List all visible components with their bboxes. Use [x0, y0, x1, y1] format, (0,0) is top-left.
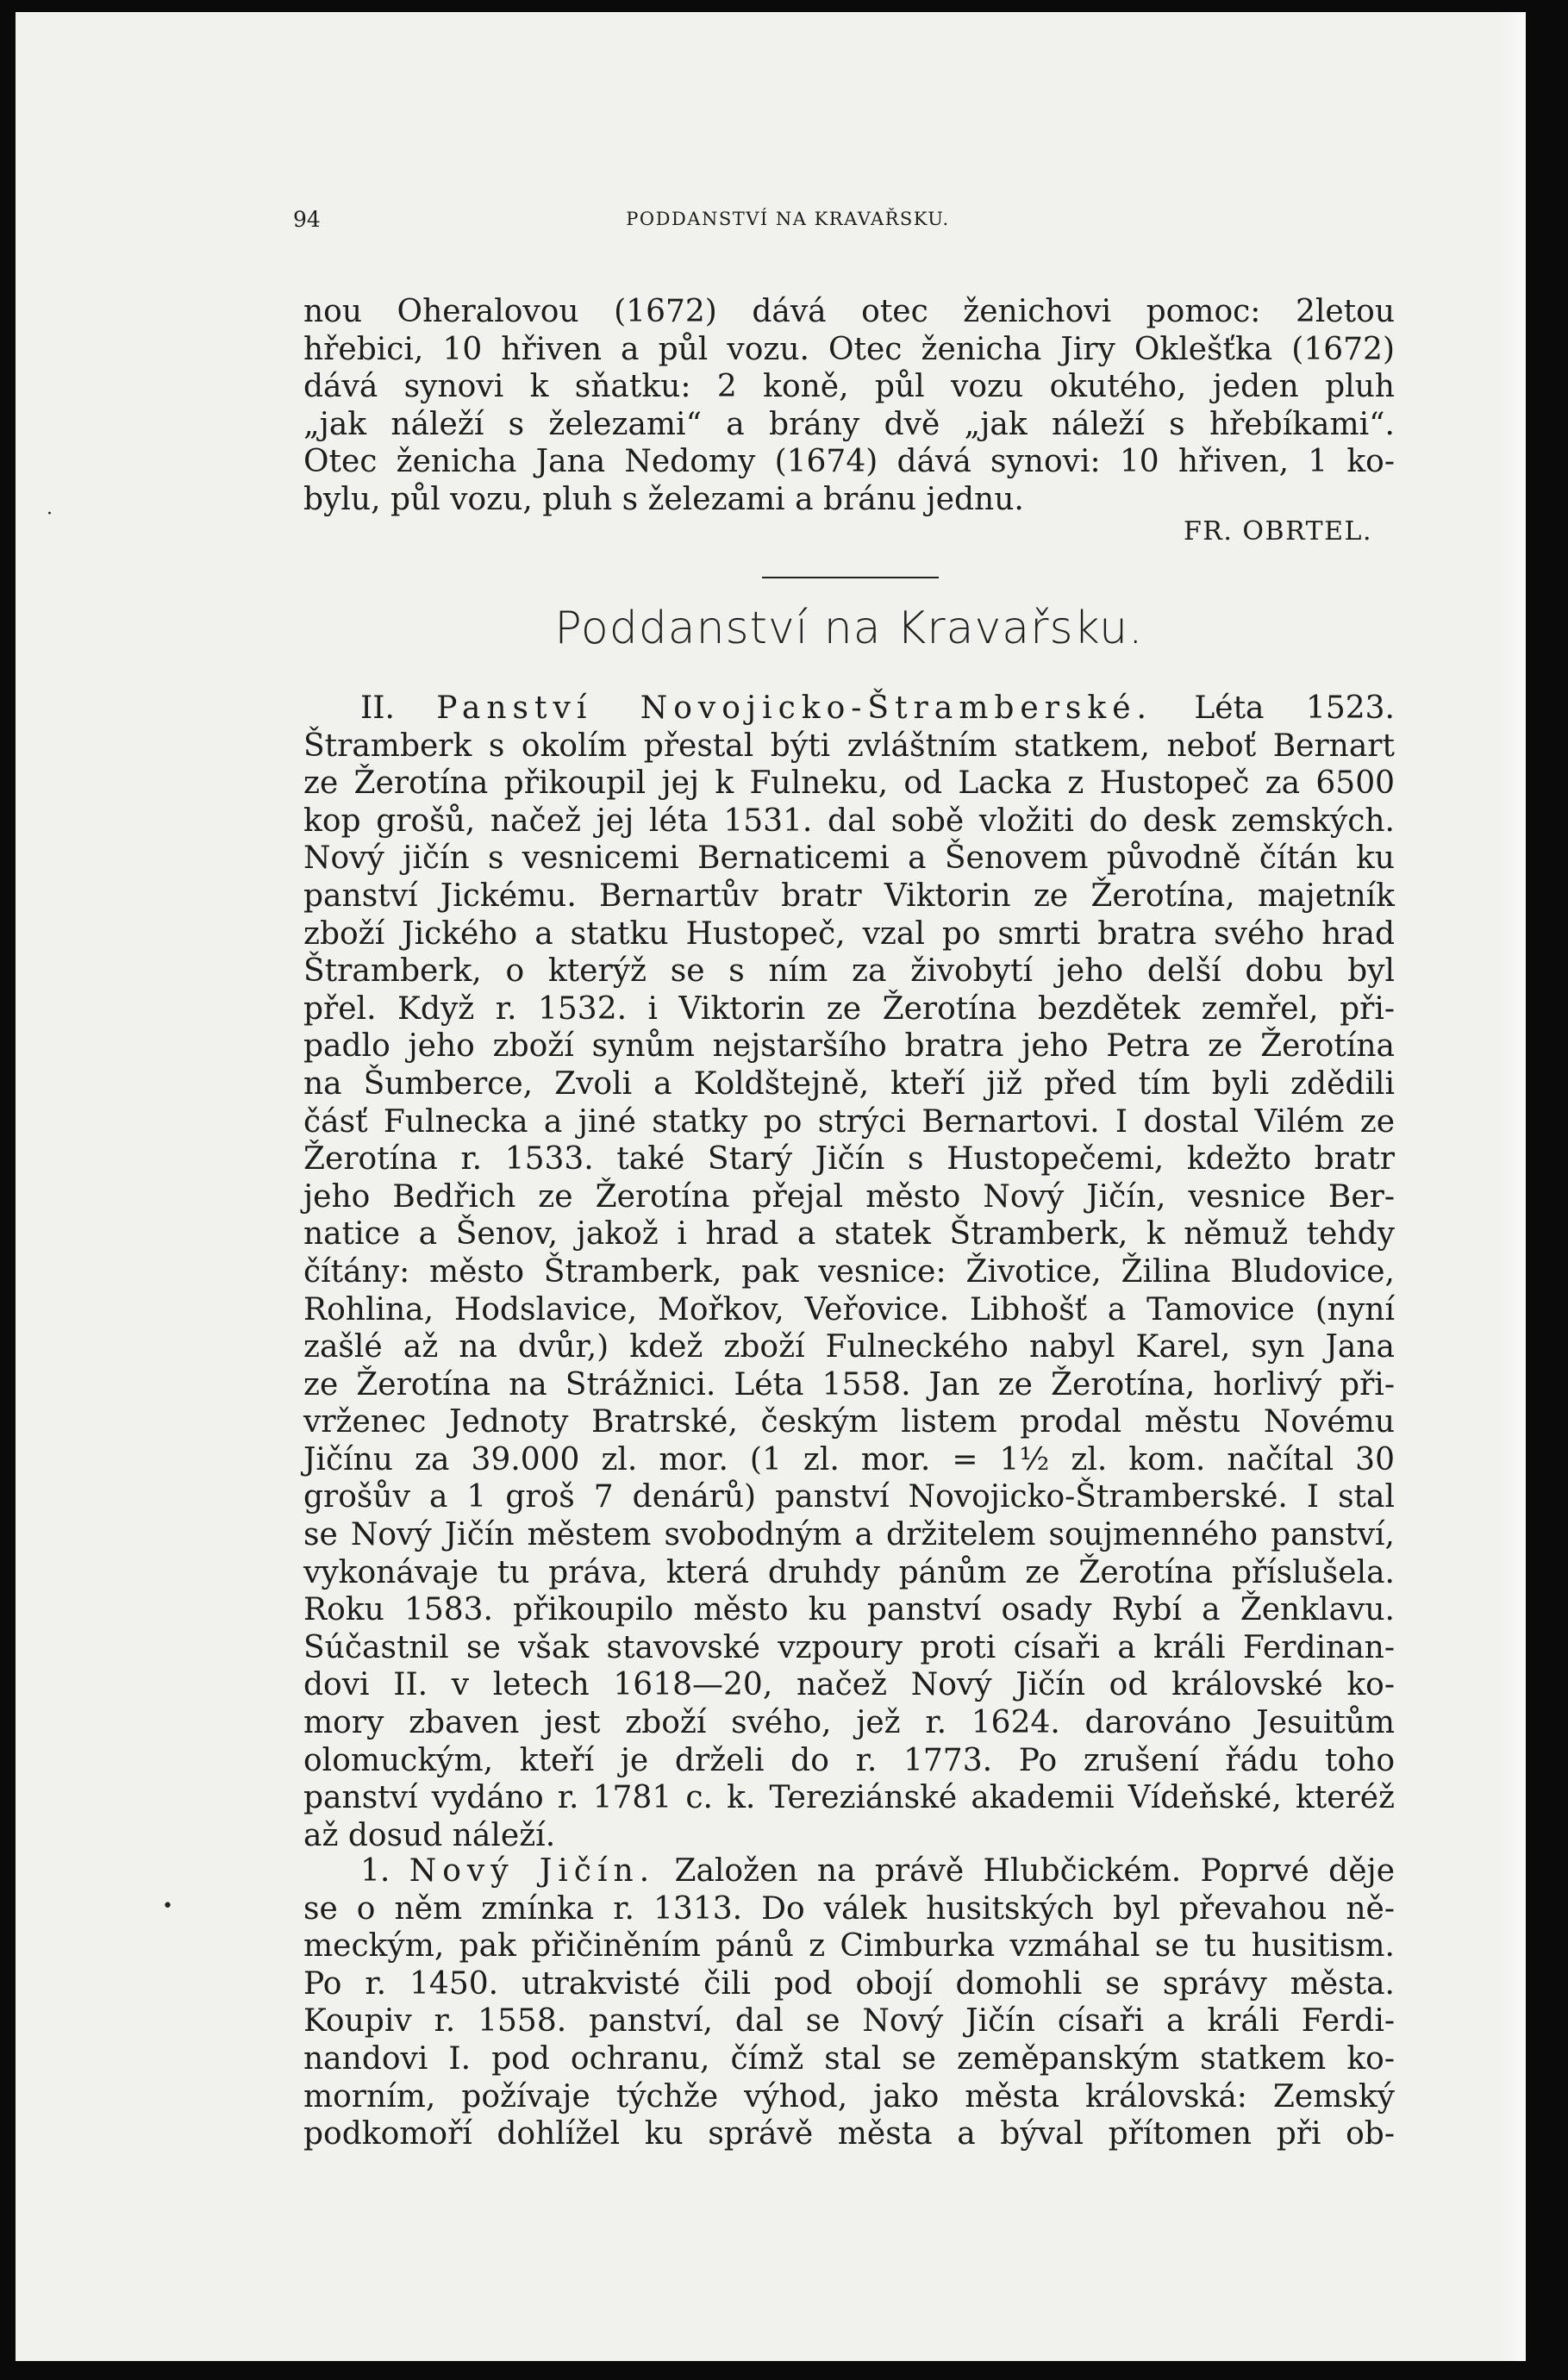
text-line: „jak náleží s železami“ a brány dvě „jak náleží s hřebíkami“. — [303, 406, 1395, 442]
text-line: panství Jickému. Bernartův bratr Viktorin ze Žerotína, majetník — [303, 878, 1395, 914]
text-line: jeho Bedřich ze Žerotína přejal město Nový Jičín, vesnice Ber- — [303, 1178, 1395, 1215]
text-line: zboží Jického a statku Hustopeč, vzal po smrti bratra svého hrad — [303, 915, 1395, 952]
section-year: Léta 1523. — [1194, 690, 1395, 726]
section-name: Panství Novojicko-Štramberské. — [436, 690, 1153, 726]
previous-article-text — [303, 293, 1395, 519]
text-line: olomuckým, kteří je drželi do r. 1773. Po zrušení řádu toho — [303, 1742, 1395, 1778]
page-number: 94 — [293, 207, 321, 232]
subsection-body — [303, 1852, 1395, 2153]
text-line: hřebici, 10 hřiven a půl vozu. Otec ženicha Jiry Oklešťka (1672) — [303, 331, 1395, 367]
text-line: meckým, pak přičiněním pánů z Cimburka vzmáhal se tu husitism. — [303, 1928, 1395, 1965]
text-line: Rohlina, Hodslavice, Mořkov, Veřovice. Libhošť a Tamovice (nyní — [303, 1291, 1395, 1327]
page-header — [293, 203, 1224, 238]
text-line: Súčastnil se však stavovské vzpoury proti císaři a králi Ferdinan- — [303, 1629, 1395, 1665]
text-line: grošův a 1 groš 7 denárů) panství Novojicko-Štramberské. I stal — [303, 1479, 1395, 1515]
text-line: panství vydáno r. 1781 c. k. Tereziánské akademii Vídeňské, kteréž — [303, 1780, 1395, 1816]
subsection-lead-text: Založen na právě Hlubčickém. Poprvé děje — [674, 1853, 1395, 1889]
subsection-heading-line — [303, 1852, 1395, 1890]
section-heading-line — [303, 690, 1395, 728]
article-title: Poddanství na Kravařsku. — [554, 603, 1144, 654]
section-divider — [762, 577, 939, 578]
text-line: Žerotína r. 1533. také Starý Jičín s Hustopečemi, kdežto bratr — [303, 1141, 1395, 1178]
text-line: Koupiv r. 1558. panství, dal se Nový Jičín císaři a králi Ferdi- — [303, 2003, 1395, 2040]
text-line: čásť Fulnecka a jiné statky po strýci Bernartovi. I dostal Vilém ze — [303, 1103, 1395, 1140]
article-body — [303, 690, 1395, 1854]
subsection-number: 1. — [360, 1853, 390, 1889]
text-line: dovi II. v letech 1618—20, načež Nový Jičín od královské ko- — [303, 1667, 1395, 1703]
text-line: Roku 1583. přikoupilo město ku panství osady Rybí a Ženklavu. — [303, 1592, 1395, 1628]
book-page — [16, 12, 1526, 2361]
page-edge-shading — [1500, 12, 1526, 2361]
text-line: vykonávaje tu práva, která druhdy pánům ze Žerotína příslušela. — [303, 1554, 1395, 1590]
section-number: II. — [360, 690, 395, 726]
text-line: natice a Šenov, jakož i hrad a statek Štramberk, k němuž tehdy — [303, 1216, 1395, 1252]
text-line: kop grošů, načež jej léta 1531. dal sobě vložiti do desk zemských. — [303, 803, 1395, 839]
margin-speck: · — [47, 503, 53, 525]
margin-speck: • — [162, 1896, 173, 1917]
text-line: na Šumberce, Zvoli a Koldštejně, kteří již před tím byli zdědili — [303, 1065, 1395, 1102]
text-line: Nový jičín s vesnicemi Bernaticemi a Šenovem původně čítán ku — [303, 840, 1395, 877]
text-line: bylu, půl vozu, pluh s železami a bránu jednu. — [303, 481, 1024, 517]
text-line: se Nový Jičín městem svobodným a držitelem soujmenného panství, — [303, 1517, 1395, 1553]
subsection-name: Nový Jičín. — [409, 1853, 656, 1889]
text-line: Štramberk, o kterýž se s ním za živobytí jeho delší dobu byl — [303, 953, 1395, 990]
text-line: dává synovi k sňatku: 2 koně, půl vozu okutého, jeden pluh — [303, 369, 1395, 405]
text-line: nou Oheralovou (1672) dává otec ženichovi pomoc: 2letou — [303, 294, 1395, 329]
text-line: ze Žerotína na Strážnici. Léta 1558. Jan ze Žerotína, horlivý při- — [303, 1366, 1395, 1402]
text-line: padlo jeho zboží synům nejstaršího bratra jeho Petra ze Žerotína — [303, 1028, 1395, 1065]
text-line: mory zbaven jest zboží svého, jež r. 1624. darováno Jesuitům — [303, 1705, 1395, 1741]
author-signature: FR. OBRTEL. — [1183, 516, 1372, 547]
text-line: Jičínu za 39.000 zl. mor. (1 zl. mor. = 1½ zl. kom. načítal 30 — [303, 1441, 1395, 1477]
text-line: Po r. 1450. utrakvisté čili pod obojí domohli se správy města. — [303, 1965, 1395, 2002]
text-line: čítány: město Štramberk, pak vesnice: Životice, Žilina Bludovice, — [303, 1253, 1395, 1290]
text-line: se o něm zmínka r. 1313. Do válek husitských byl převahou ně- — [303, 1890, 1395, 1927]
text-line: podkomoří dohlížel ku správě města a býval přítomen při ob- — [303, 2116, 1395, 2152]
text-line: ze Žerotína přikoupil jej k Fulneku, od Lacka z Hustopeč za 6500 — [303, 765, 1395, 802]
text-line: vrženec Jednoty Bratrské, českým listem prodal městu Novému — [303, 1404, 1395, 1440]
text-line: zašlé až na dvůr,) kdež zboží Fulneckého nabyl Karel, syn Jana — [303, 1329, 1395, 1365]
text-line: nandovi I. pod ochranu, čímž stal se zeměpanským statkem ko- — [303, 2040, 1395, 2077]
text-line: přel. Když r. 1532. i Viktorin ze Žerotína bezdětek zemřel, při- — [303, 990, 1395, 1027]
text-line: až dosud náleží. — [303, 1817, 556, 1853]
running-head: PODDANSTVÍ NA KRAVAŘSKU. — [626, 209, 950, 229]
text-line: Štramberk s okolím přestal býti zvláštním statkem, neboť Bernart — [303, 728, 1395, 764]
text-line: Otec ženicha Jana Nedomy (1674) dává synovi: 10 hřiven, 1 ko- — [303, 444, 1395, 480]
text-line: morním, požívaje týchže výhod, jako města královská: Zemský — [303, 2078, 1395, 2115]
